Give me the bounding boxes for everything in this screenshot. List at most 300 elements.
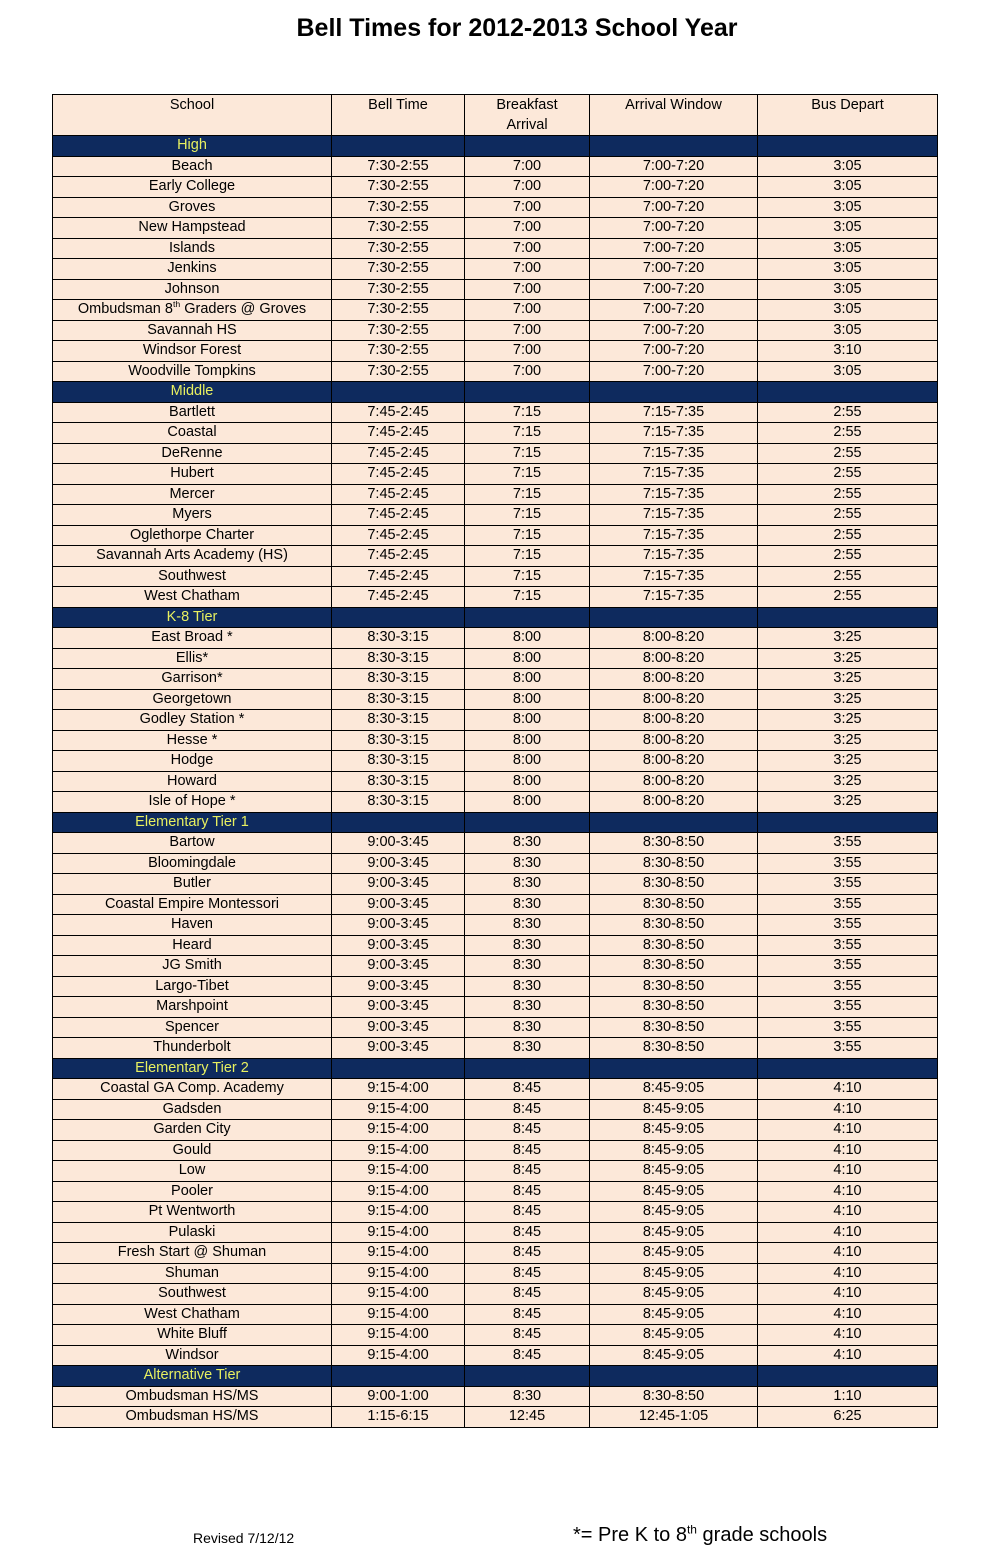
- breakfast-arrival: 8:45: [465, 1202, 590, 1223]
- breakfast-arrival: 7:15: [465, 443, 590, 464]
- breakfast-arrival: 7:15: [465, 484, 590, 505]
- school-name: Pt Wentworth: [53, 1202, 332, 1223]
- table-row: [53, 730, 938, 751]
- table-row: [53, 443, 938, 464]
- table-row: [53, 587, 938, 608]
- table-row: [53, 341, 938, 362]
- bus-depart: 4:10: [758, 1161, 938, 1182]
- school-name: Godley Station *: [53, 710, 332, 731]
- arrival-window: 8:45-9:05: [590, 1181, 758, 1202]
- bus-depart: 3:10: [758, 341, 938, 362]
- bus-depart: 3:25: [758, 710, 938, 731]
- bell-time: 7:45-2:45: [332, 402, 465, 423]
- section-label: Elementary Tier 2: [53, 1058, 332, 1079]
- school-name: Southwest: [53, 566, 332, 587]
- section-empty-cell: [590, 382, 758, 403]
- breakfast-arrival: 8:30: [465, 1386, 590, 1407]
- bell-time: 9:15-4:00: [332, 1325, 465, 1346]
- bus-depart: 4:10: [758, 1181, 938, 1202]
- footnote: *= Pre K to 8th grade schools: [573, 1522, 828, 1546]
- table-row: [53, 628, 938, 649]
- bus-depart: 3:05: [758, 320, 938, 341]
- column-header-breakfast-arrival: Breakfast Arrival: [465, 95, 590, 136]
- table-row: [53, 177, 938, 198]
- bell-time: 9:00-3:45: [332, 894, 465, 915]
- arrival-window: 7:00-7:20: [590, 341, 758, 362]
- bell-time: 7:45-2:45: [332, 546, 465, 567]
- section-empty-cell: [332, 136, 465, 157]
- school-name: JG Smith: [53, 956, 332, 977]
- bell-time: 7:45-2:45: [332, 423, 465, 444]
- bell-time: 8:30-3:15: [332, 710, 465, 731]
- breakfast-arrival: 7:15: [465, 423, 590, 444]
- table-row: [53, 402, 938, 423]
- school-name: Southwest: [53, 1284, 332, 1305]
- breakfast-arrival: 7:00: [465, 177, 590, 198]
- table-row: [53, 1263, 938, 1284]
- table-row: [53, 1017, 938, 1038]
- bus-depart: 3:25: [758, 689, 938, 710]
- breakfast-arrival: 8:45: [465, 1284, 590, 1305]
- arrival-window: 8:45-9:05: [590, 1345, 758, 1366]
- table-row: [53, 648, 938, 669]
- bell-time: 9:00-3:45: [332, 853, 465, 874]
- breakfast-arrival: 7:00: [465, 259, 590, 280]
- school-name: Ombudsman HS/MS: [53, 1386, 332, 1407]
- bus-depart: 3:05: [758, 361, 938, 382]
- breakfast-arrival: 8:00: [465, 669, 590, 690]
- breakfast-arrival: 8:45: [465, 1345, 590, 1366]
- bus-depart: 2:55: [758, 443, 938, 464]
- bus-depart: 2:55: [758, 484, 938, 505]
- arrival-window: 8:00-8:20: [590, 751, 758, 772]
- bus-depart: 4:10: [758, 1140, 938, 1161]
- school-name: Fresh Start @ Shuman: [53, 1243, 332, 1264]
- section-empty-cell: [465, 607, 590, 628]
- section-empty-cell: [332, 1366, 465, 1387]
- table-row: [53, 792, 938, 813]
- bell-time: 9:15-4:00: [332, 1263, 465, 1284]
- breakfast-arrival: 8:30: [465, 874, 590, 895]
- bus-depart: 4:10: [758, 1284, 938, 1305]
- breakfast-arrival: 8:00: [465, 792, 590, 813]
- bus-depart: 3:55: [758, 874, 938, 895]
- bell-time: 9:15-4:00: [332, 1202, 465, 1223]
- table-row: [53, 894, 938, 915]
- bus-depart: 3:55: [758, 1017, 938, 1038]
- bell-time: 9:00-3:45: [332, 997, 465, 1018]
- school-name: Bloomingdale: [53, 853, 332, 874]
- bus-depart: 3:25: [758, 648, 938, 669]
- school-name: Pooler: [53, 1181, 332, 1202]
- section-empty-cell: [590, 812, 758, 833]
- school-name: East Broad *: [53, 628, 332, 649]
- school-name: Ellis*: [53, 648, 332, 669]
- bell-time: 7:30-2:55: [332, 341, 465, 362]
- bus-depart: 3:25: [758, 792, 938, 813]
- table-row: [53, 833, 938, 854]
- breakfast-arrival: 7:00: [465, 341, 590, 362]
- arrival-window: 7:15-7:35: [590, 505, 758, 526]
- breakfast-arrival: 8:45: [465, 1181, 590, 1202]
- table-row: [53, 1140, 938, 1161]
- bus-depart: 4:10: [758, 1120, 938, 1141]
- section-empty-cell: [465, 1058, 590, 1079]
- table-row: [53, 976, 938, 997]
- header-row: [53, 95, 938, 136]
- table-row: [53, 1325, 938, 1346]
- school-name: Coastal: [53, 423, 332, 444]
- breakfast-arrival: 12:45: [465, 1407, 590, 1428]
- bell-time: 7:30-2:55: [332, 238, 465, 259]
- bus-depart: 1:10: [758, 1386, 938, 1407]
- table-row: [53, 546, 938, 567]
- breakfast-arrival: 8:30: [465, 915, 590, 936]
- table-row: [53, 259, 938, 280]
- bus-depart: 3:55: [758, 1038, 938, 1059]
- breakfast-arrival: 8:45: [465, 1304, 590, 1325]
- bell-time: 9:00-3:45: [332, 915, 465, 936]
- breakfast-arrival: 8:00: [465, 751, 590, 772]
- section-empty-cell: [590, 607, 758, 628]
- section-row: [53, 1058, 938, 1079]
- section-empty-cell: [758, 1366, 938, 1387]
- bell-time: 9:15-4:00: [332, 1099, 465, 1120]
- section-empty-cell: [758, 1058, 938, 1079]
- breakfast-arrival: 8:00: [465, 689, 590, 710]
- bus-depart: 3:05: [758, 300, 938, 321]
- breakfast-arrival: 8:30: [465, 976, 590, 997]
- bus-depart: 3:55: [758, 997, 938, 1018]
- breakfast-arrival: 8:00: [465, 628, 590, 649]
- arrival-window: 8:30-8:50: [590, 833, 758, 854]
- bus-depart: 2:55: [758, 566, 938, 587]
- breakfast-arrival: 8:00: [465, 648, 590, 669]
- arrival-window: 7:00-7:20: [590, 156, 758, 177]
- breakfast-arrival: 8:30: [465, 894, 590, 915]
- bus-depart: 2:55: [758, 505, 938, 526]
- bus-depart: 3:05: [758, 197, 938, 218]
- bus-depart: 6:25: [758, 1407, 938, 1428]
- arrival-window: 8:30-8:50: [590, 894, 758, 915]
- bus-depart: 4:10: [758, 1263, 938, 1284]
- school-name: Garden City: [53, 1120, 332, 1141]
- bus-depart: 3:25: [758, 669, 938, 690]
- school-name: Pulaski: [53, 1222, 332, 1243]
- arrival-window: 8:45-9:05: [590, 1099, 758, 1120]
- bell-time: 9:15-4:00: [332, 1345, 465, 1366]
- school-name: Bartlett: [53, 402, 332, 423]
- section-empty-cell: [590, 1366, 758, 1387]
- bus-depart: 3:55: [758, 956, 938, 977]
- bell-time: 9:15-4:00: [332, 1222, 465, 1243]
- table-row: [53, 1181, 938, 1202]
- arrival-window: 7:00-7:20: [590, 279, 758, 300]
- breakfast-arrival: 8:30: [465, 1017, 590, 1038]
- table-row: [53, 874, 938, 895]
- section-label: High: [53, 136, 332, 157]
- breakfast-arrival: 8:30: [465, 997, 590, 1018]
- table-row: [53, 320, 938, 341]
- bus-depart: 3:55: [758, 894, 938, 915]
- breakfast-arrival: 7:00: [465, 320, 590, 341]
- bus-depart: 3:05: [758, 177, 938, 198]
- school-name: Hodge: [53, 751, 332, 772]
- bus-depart: 2:55: [758, 525, 938, 546]
- school-name: Oglethorpe Charter: [53, 525, 332, 546]
- arrival-window: 8:45-9:05: [590, 1161, 758, 1182]
- arrival-window: 7:00-7:20: [590, 300, 758, 321]
- table-row: [53, 853, 938, 874]
- table-row: [53, 710, 938, 731]
- school-name: Largo-Tibet: [53, 976, 332, 997]
- school-name: Jenkins: [53, 259, 332, 280]
- bell-time: 9:00-3:45: [332, 833, 465, 854]
- bell-time: 7:45-2:45: [332, 525, 465, 546]
- table-row: [53, 956, 938, 977]
- bus-depart: 3:55: [758, 833, 938, 854]
- table-row: [53, 669, 938, 690]
- bell-time: 9:00-3:45: [332, 874, 465, 895]
- school-name: Shuman: [53, 1263, 332, 1284]
- arrival-window: 8:45-9:05: [590, 1140, 758, 1161]
- table-row: [53, 1202, 938, 1223]
- school-name: Spencer: [53, 1017, 332, 1038]
- bell-time: 9:15-4:00: [332, 1079, 465, 1100]
- school-name: Gould: [53, 1140, 332, 1161]
- table-row: [53, 1120, 938, 1141]
- school-name: Gadsden: [53, 1099, 332, 1120]
- arrival-window: 7:00-7:20: [590, 320, 758, 341]
- breakfast-arrival: 8:30: [465, 853, 590, 874]
- section-label: K-8 Tier: [53, 607, 332, 628]
- bus-depart: 3:05: [758, 238, 938, 259]
- bell-times-table: [52, 94, 938, 1428]
- school-name: Savannah HS: [53, 320, 332, 341]
- arrival-window: 8:30-8:50: [590, 956, 758, 977]
- school-name: Garrison*: [53, 669, 332, 690]
- table-row: [53, 1222, 938, 1243]
- table-row: [53, 1386, 938, 1407]
- bus-depart: 3:25: [758, 730, 938, 751]
- arrival-window: 8:30-8:50: [590, 935, 758, 956]
- bus-depart: 3:05: [758, 218, 938, 239]
- arrival-window: 7:00-7:20: [590, 177, 758, 198]
- bell-time: 9:15-4:00: [332, 1304, 465, 1325]
- breakfast-arrival: 7:15: [465, 464, 590, 485]
- bus-depart: 2:55: [758, 587, 938, 608]
- school-name: Bartow: [53, 833, 332, 854]
- table-row: [53, 751, 938, 772]
- table-row: [53, 505, 938, 526]
- school-name: White Bluff: [53, 1325, 332, 1346]
- breakfast-arrival: 8:30: [465, 935, 590, 956]
- section-row: [53, 607, 938, 628]
- bell-time: 9:00-3:45: [332, 935, 465, 956]
- bell-time: 7:30-2:55: [332, 259, 465, 280]
- table-row: [53, 238, 938, 259]
- school-name: Coastal GA Comp. Academy: [53, 1079, 332, 1100]
- section-empty-cell: [590, 1058, 758, 1079]
- school-name: Myers: [53, 505, 332, 526]
- bell-time: 8:30-3:15: [332, 669, 465, 690]
- column-header-bus-depart: Bus Depart: [758, 95, 938, 136]
- school-name: Groves: [53, 197, 332, 218]
- arrival-window: 8:30-8:50: [590, 1017, 758, 1038]
- arrival-window: 8:30-8:50: [590, 976, 758, 997]
- table-row: [53, 1284, 938, 1305]
- breakfast-arrival: 8:45: [465, 1243, 590, 1264]
- table-row: [53, 1407, 938, 1428]
- section-empty-cell: [758, 607, 938, 628]
- school-name: West Chatham: [53, 587, 332, 608]
- section-empty-cell: [332, 1058, 465, 1079]
- school-name: Butler: [53, 874, 332, 895]
- breakfast-arrival: 8:45: [465, 1161, 590, 1182]
- bell-time: 9:00-1:00: [332, 1386, 465, 1407]
- table-row: [53, 1079, 938, 1100]
- page-title: Bell Times for 2012-2013 School Year: [296, 14, 738, 42]
- section-empty-cell: [465, 382, 590, 403]
- bell-time: 7:45-2:45: [332, 505, 465, 526]
- arrival-window: 8:30-8:50: [590, 997, 758, 1018]
- bell-time: 8:30-3:15: [332, 648, 465, 669]
- bus-depart: 4:10: [758, 1079, 938, 1100]
- breakfast-arrival: 8:30: [465, 1038, 590, 1059]
- arrival-window: 8:30-8:50: [590, 874, 758, 895]
- bus-depart: 2:55: [758, 464, 938, 485]
- bell-time: 7:45-2:45: [332, 464, 465, 485]
- table-row: [53, 1345, 938, 1366]
- arrival-window: 8:45-9:05: [590, 1304, 758, 1325]
- school-name: New Hampstead: [53, 218, 332, 239]
- section-row: [53, 1366, 938, 1387]
- section-row: [53, 812, 938, 833]
- bell-time: 7:45-2:45: [332, 484, 465, 505]
- breakfast-arrival: 8:30: [465, 956, 590, 977]
- bell-time: 8:30-3:15: [332, 771, 465, 792]
- arrival-window: 8:45-9:05: [590, 1120, 758, 1141]
- bus-depart: 2:55: [758, 423, 938, 444]
- bell-time: 7:30-2:55: [332, 279, 465, 300]
- bus-depart: 2:55: [758, 546, 938, 567]
- arrival-window: 8:00-8:20: [590, 628, 758, 649]
- breakfast-arrival: 8:30: [465, 833, 590, 854]
- breakfast-arrival: 7:15: [465, 402, 590, 423]
- bus-depart: 4:10: [758, 1202, 938, 1223]
- bell-time: 9:00-3:45: [332, 1017, 465, 1038]
- bell-time: 7:30-2:55: [332, 218, 465, 239]
- arrival-window: 8:00-8:20: [590, 792, 758, 813]
- breakfast-arrival: 8:00: [465, 710, 590, 731]
- bell-time: 9:00-3:45: [332, 976, 465, 997]
- section-empty-cell: [465, 136, 590, 157]
- bell-time: 9:15-4:00: [332, 1161, 465, 1182]
- table-row: [53, 156, 938, 177]
- breakfast-arrival: 8:45: [465, 1140, 590, 1161]
- breakfast-arrival: 7:15: [465, 546, 590, 567]
- school-name: Woodville Tompkins: [53, 361, 332, 382]
- arrival-window: 7:15-7:35: [590, 402, 758, 423]
- table-row: [53, 484, 938, 505]
- table-row: [53, 361, 938, 382]
- arrival-window: 7:00-7:20: [590, 361, 758, 382]
- bell-time: 9:15-4:00: [332, 1120, 465, 1141]
- table-row: [53, 525, 938, 546]
- bell-time: 9:00-3:45: [332, 1038, 465, 1059]
- bus-depart: 4:10: [758, 1099, 938, 1120]
- school-name: Windsor Forest: [53, 341, 332, 362]
- school-name: Haven: [53, 915, 332, 936]
- arrival-window: 7:15-7:35: [590, 443, 758, 464]
- bus-depart: 4:10: [758, 1345, 938, 1366]
- arrival-window: 8:45-9:05: [590, 1263, 758, 1284]
- breakfast-arrival: 8:45: [465, 1325, 590, 1346]
- bell-time: 7:30-2:55: [332, 177, 465, 198]
- school-name: Isle of Hope *: [53, 792, 332, 813]
- breakfast-arrival: 7:15: [465, 505, 590, 526]
- column-header-school: School: [53, 95, 332, 136]
- table-row: [53, 935, 938, 956]
- breakfast-arrival: 7:00: [465, 300, 590, 321]
- school-name: DeRenne: [53, 443, 332, 464]
- table-row: [53, 1038, 938, 1059]
- arrival-window: 8:30-8:50: [590, 1386, 758, 1407]
- bell-time: 9:15-4:00: [332, 1243, 465, 1264]
- arrival-window: 7:15-7:35: [590, 587, 758, 608]
- bell-time: 7:45-2:45: [332, 566, 465, 587]
- bus-depart: 3:05: [758, 156, 938, 177]
- arrival-window: 7:15-7:35: [590, 525, 758, 546]
- breakfast-arrival: 7:00: [465, 218, 590, 239]
- table-row: [53, 197, 938, 218]
- section-row: [53, 136, 938, 157]
- breakfast-arrival: 8:45: [465, 1263, 590, 1284]
- school-name: Mercer: [53, 484, 332, 505]
- section-empty-cell: [590, 136, 758, 157]
- section-empty-cell: [758, 136, 938, 157]
- bell-time: 7:30-2:55: [332, 320, 465, 341]
- column-header-arrival-window: Arrival Window: [590, 95, 758, 136]
- arrival-window: 8:45-9:05: [590, 1202, 758, 1223]
- section-empty-cell: [332, 607, 465, 628]
- breakfast-arrival: 8:45: [465, 1222, 590, 1243]
- bus-depart: 3:55: [758, 935, 938, 956]
- section-label: Middle: [53, 382, 332, 403]
- table-row: [53, 997, 938, 1018]
- arrival-window: 8:45-9:05: [590, 1243, 758, 1264]
- table-row: [53, 1304, 938, 1325]
- section-empty-cell: [465, 1366, 590, 1387]
- bus-depart: 3:25: [758, 771, 938, 792]
- breakfast-arrival: 7:15: [465, 525, 590, 546]
- breakfast-arrival: 8:45: [465, 1079, 590, 1100]
- arrival-window: 7:00-7:20: [590, 197, 758, 218]
- school-name: Johnson: [53, 279, 332, 300]
- arrival-window: 8:30-8:50: [590, 1038, 758, 1059]
- section-row: [53, 382, 938, 403]
- section-empty-cell: [465, 812, 590, 833]
- table-row: [53, 566, 938, 587]
- table-row: [53, 279, 938, 300]
- arrival-window: 8:00-8:20: [590, 669, 758, 690]
- school-name: Low: [53, 1161, 332, 1182]
- breakfast-arrival: 7:00: [465, 361, 590, 382]
- section-label: Elementary Tier 1: [53, 812, 332, 833]
- school-name: Heard: [53, 935, 332, 956]
- bell-time: 8:30-3:15: [332, 792, 465, 813]
- school-name: Hubert: [53, 464, 332, 485]
